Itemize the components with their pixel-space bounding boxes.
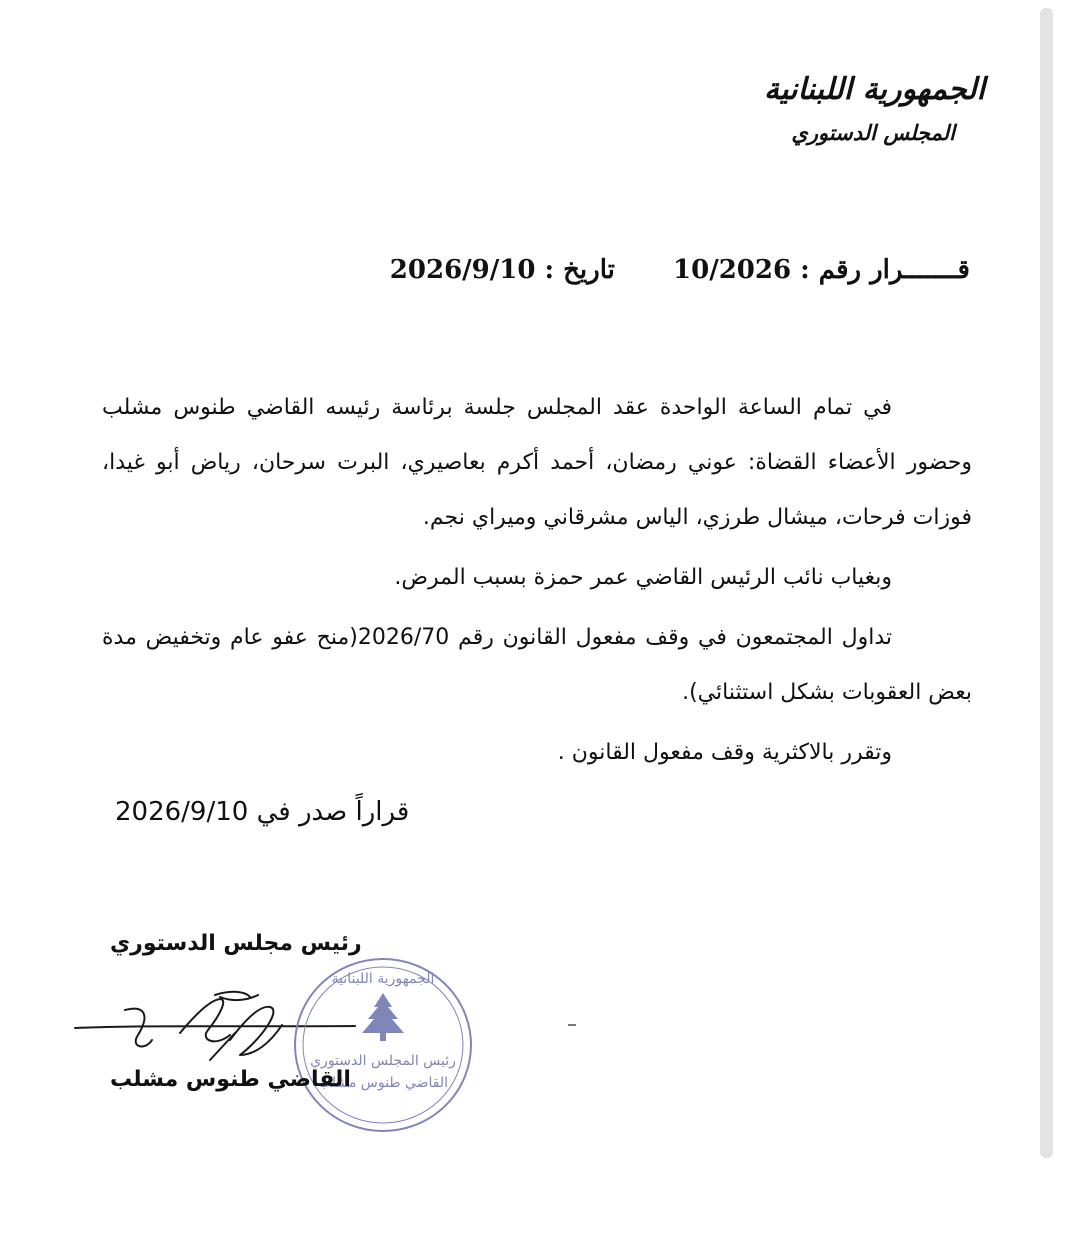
stamp-line-2: القاضي طنوس مشلب bbox=[317, 1075, 449, 1091]
decision-body bbox=[102, 380, 972, 785]
signatory-name: القاضي طنوس مشلب bbox=[110, 1067, 351, 1092]
council-title: المجلس الدستوري bbox=[791, 120, 955, 145]
stamp-line-1: رئيس المجلس الدستوري bbox=[310, 1053, 456, 1069]
issued-label: قراراً صدر في bbox=[256, 797, 410, 827]
ruling-paragraph: وتقرر بالاكثرية وقف مفعول القانون . bbox=[557, 740, 892, 765]
decision-reference bbox=[390, 250, 970, 290]
issued-date: 2026/9/10 bbox=[115, 797, 249, 827]
signatory-title: رئيس مجلس الدستوري bbox=[110, 931, 362, 956]
absence-paragraph: وبغياب نائب الرئيس القاضي عمر حمزة بسبب المرض. bbox=[394, 565, 892, 590]
decision-number-label: قـــــــرار رقم : bbox=[800, 255, 970, 285]
issued-line bbox=[115, 792, 409, 832]
official-stamp bbox=[288, 955, 478, 1135]
decision-date-label: تاريخ : bbox=[544, 255, 615, 285]
letterhead bbox=[665, 70, 985, 148]
stamp-outer-text: الجمهورية اللبنانية bbox=[331, 971, 435, 987]
vertical-scrollbar[interactable] bbox=[1040, 8, 1053, 1158]
session-paragraph: في تمام الساعة الواحدة عقد المجلس جلسة برئاسة رئيسه القاضي طنوس مشلب وحضور الأعضاء القضاة: عوني رمضان، أحمد أكرم بعاصيري، البرت سرحان، رياض أبو غيدا، فوزات فرحات، ميشال طرزي، الياس مشرقاني وميراي نجم. bbox=[102, 395, 972, 530]
decision-date-value: 2026/9/10 bbox=[389, 255, 536, 285]
decision-number-value: 10/2026 bbox=[673, 255, 792, 285]
deliberation-paragraph: تداول المجتمعون في وقف مفعول القانون رقم 2026/70(منح عفو عام وتخفيض مدة بعض العقوبات بشكل استثنائي). bbox=[102, 625, 972, 705]
stray-mark bbox=[568, 1024, 576, 1026]
republic-title: الجمهورية اللبنانية bbox=[763, 72, 985, 107]
